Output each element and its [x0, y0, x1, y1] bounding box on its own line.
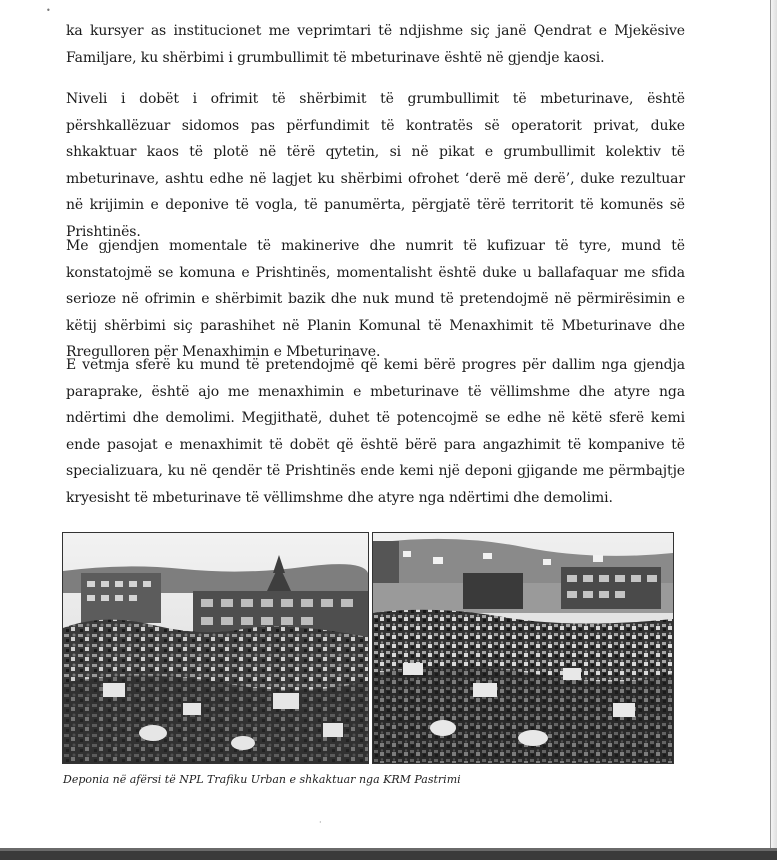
viewer-bottom-bar [0, 848, 777, 860]
landfill-photo-left [62, 532, 369, 764]
scan-mark: · [319, 818, 322, 827]
paragraph-2: Niveli i dobët i ofrimit të shërbimit të grumbullimit të mbeturinave, është përshkallëzuar sidomos pas përfundimit të kontratës së operatorit privat, duke shkaktuar kaos të plotë në tërë qytetin, si në pikat e grumbullimit kolektiv të mbeturinave, ashtu edhe në lagjet ku shërbimi ofrohet ‘derë më derë’, duke rezultuar në krijimin e deponive të vogla, të panumërta, përgjatë tërë territorit të komunës së Prishtinës. [66, 91, 685, 240]
paragraph-4: E vetmja sferë ku mund të pretendojmë që kemi bërë progres për dallim nga gjendja paraprake, është ajo me menaxhimin e mbeturinave të vëllimshme dhe atyre nga ndërtimi dhe demolimi. Megjithatë, duhet të potencojmë se edhe në këtë sferë kemi ende pasojat e menaxhimit të dobët që është bërë para angazhimit të kompanive të specializuara, ku në qendër të Prishtinës ende kemi një deponi gjigande me përmbajtje kryesisht të mbeturinave të vëllimshme dhe atyre nga ndërtimi dhe demolimi. [66, 357, 685, 506]
scan-mark: • [46, 6, 51, 15]
paragraph-1: ka kursyer as institucionet me veprimtari të ndjishme siç janë Qendrat e Mjekësive Familjare, ku shërbimi i grumbullimit të mbeturinave është në gjendje kaosi. [66, 23, 685, 66]
landfill-photo-right [372, 532, 674, 764]
photo-caption: Deponia në afërsi të NPL Trafiku Urban e shkaktuar nga KRM Pastrimi [63, 773, 461, 786]
paragraph-3: Me gjendjen momentale të makinerive dhe numrit të kufizuar të tyre, mund të konstatojmë se komuna e Prishtinës, momentalisht është duke u ballafaquar me sfida serioze në ofrimin e shërbimit bazik dhe nuk mund të pretendojmë në përmirësimin e këtij shërbimi siç parashihet në Planin Komunal të Menaxhimit të Mbeturinave dhe Rregulloren për Menaxhimin e Mbeturinave. [66, 238, 685, 361]
page-edge [770, 0, 777, 848]
